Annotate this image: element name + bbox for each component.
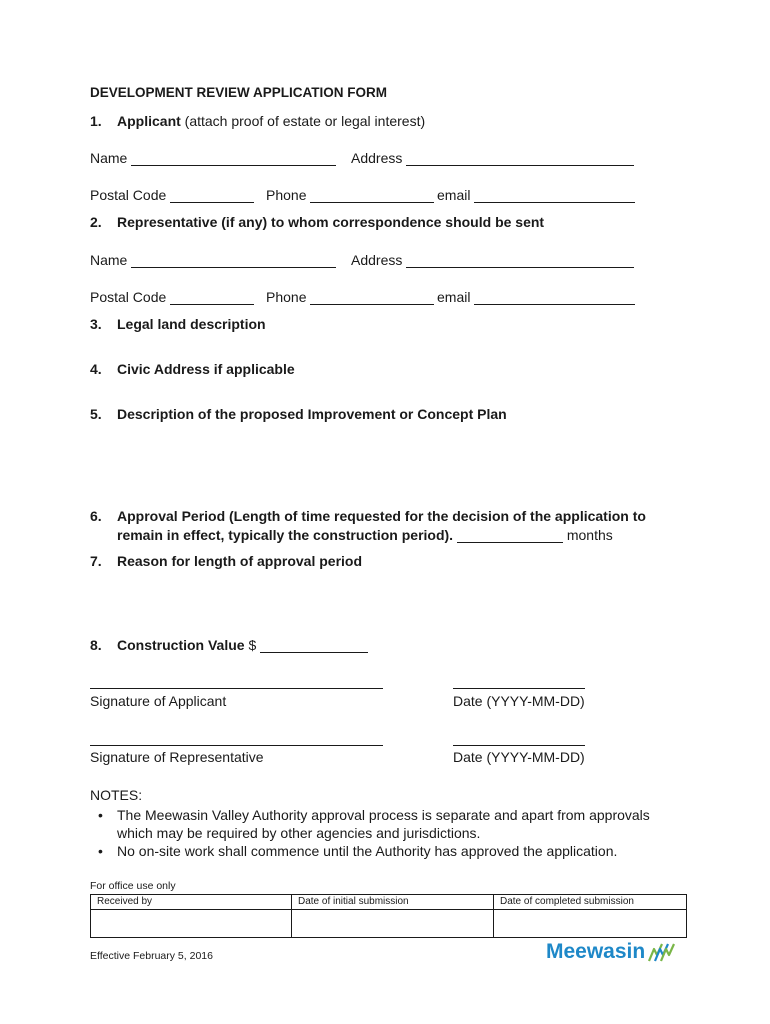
rep-email-field[interactable] <box>474 290 635 305</box>
section-2-number: 2. <box>90 214 102 230</box>
section-6-number: 6. <box>90 508 102 524</box>
section-7-number: 7. <box>90 553 102 569</box>
section-1-heading <box>90 113 425 129</box>
rep-email-row <box>437 289 635 305</box>
section-6-line-2-row <box>117 527 613 543</box>
note-item-1-line-2: which may be required by other agencies and jurisdictions. <box>117 825 481 841</box>
section-2-heading <box>90 214 544 230</box>
rep-phone-field[interactable] <box>310 290 434 305</box>
note-item-2 <box>90 842 650 860</box>
form-title: DEVELOPMENT REVIEW APPLICATION FORM <box>90 85 388 100</box>
rep-postal-label: Postal Code <box>90 289 167 305</box>
office-use-caption: For office use only <box>90 880 176 892</box>
rep-phone-label: Phone <box>266 289 307 305</box>
applicant-postal-row <box>90 187 254 203</box>
section-8-number: 8. <box>90 637 102 653</box>
applicant-phone-row <box>266 187 434 203</box>
applicant-postal-label: Postal Code <box>90 187 167 203</box>
construction-value-field[interactable] <box>260 638 368 653</box>
completed-submission-cell[interactable] <box>494 910 687 938</box>
rep-phone-row <box>266 289 434 305</box>
applicant-address-field[interactable] <box>406 151 634 166</box>
applicant-signature-label: Signature of Applicant <box>90 693 227 709</box>
rep-address-row <box>351 252 634 268</box>
note-item-1 <box>90 806 650 842</box>
received-by-cell[interactable] <box>91 910 292 938</box>
applicant-address-row <box>351 150 634 166</box>
section-4-number: 4. <box>90 361 102 377</box>
applicant-name-field[interactable] <box>131 151 336 166</box>
notes-list <box>90 806 650 860</box>
applicant-postal-field[interactable] <box>170 188 254 203</box>
rep-name-row <box>90 252 336 268</box>
rep-postal-field[interactable] <box>170 290 254 305</box>
applicant-email-field[interactable] <box>474 188 635 203</box>
office-table-header-row <box>91 895 687 910</box>
bullet-icon: • <box>98 843 103 859</box>
bullet-icon: • <box>98 807 103 823</box>
office-col-received-by: Received by <box>91 895 292 910</box>
rep-postal-row <box>90 289 254 305</box>
office-use-table <box>90 894 687 938</box>
rep-email-label: email <box>437 289 471 305</box>
section-2-title: Representative (if any) to whom correspondence should be sent <box>117 214 545 230</box>
rep-address-field[interactable] <box>406 253 634 268</box>
section-8-title: Construction Value <box>117 637 245 653</box>
initial-submission-cell[interactable] <box>292 910 494 938</box>
section-3-number: 3. <box>90 316 102 332</box>
rep-address-label: Address <box>351 252 403 268</box>
representative-signature-line[interactable] <box>90 745 383 746</box>
currency-symbol: $ <box>248 637 257 653</box>
section-4-heading <box>90 361 295 377</box>
section-7-heading <box>90 553 362 569</box>
section-1-title: Applicant <box>117 113 181 129</box>
note-item-2-text: No on-site work shall commence until the Authority has approved the application. <box>117 843 618 859</box>
note-item-1-line-1: The Meewasin Valley Authority approval process is separate and apart from approvals <box>117 807 650 823</box>
meewasin-logo <box>546 940 675 964</box>
section-3-heading <box>90 316 266 332</box>
section-1-subtitle: (attach proof of estate or legal interest) <box>184 113 426 129</box>
section-5-heading <box>90 406 507 422</box>
section-7-title: Reason for length of approval period <box>117 553 363 569</box>
approval-period-field[interactable] <box>457 528 563 543</box>
section-3-title: Legal land description <box>117 316 266 332</box>
applicant-name-label: Name <box>90 150 128 166</box>
applicant-phone-field[interactable] <box>310 188 434 203</box>
representative-signature-label: Signature of Representative <box>90 749 264 765</box>
office-col-completed-submission: Date of completed submission <box>494 895 687 910</box>
representative-date-label: Date (YYYY-MM-DD) <box>453 749 585 765</box>
section-1-number: 1. <box>90 113 102 129</box>
applicant-email-label: email <box>437 187 471 203</box>
section-6-line-1: Approval Period (Length of time requested for the decision of the application to <box>117 508 646 524</box>
logo-wordmark: Meewasin <box>546 940 646 963</box>
applicant-address-label: Address <box>351 150 403 166</box>
rep-name-field[interactable] <box>131 253 336 268</box>
applicant-signature-line[interactable] <box>90 688 383 689</box>
section-6-line-2: remain in effect, typically the construction period). <box>117 527 454 543</box>
applicant-name-row <box>90 150 336 166</box>
wave-icon <box>647 941 675 963</box>
months-label: months <box>566 527 613 543</box>
effective-date: Effective February 5, 2016 <box>90 950 213 962</box>
applicant-phone-label: Phone <box>266 187 307 203</box>
section-4-title: Civic Address if applicable <box>117 361 295 377</box>
rep-name-label: Name <box>90 252 128 268</box>
office-col-initial-submission: Date of initial submission <box>292 895 494 910</box>
section-5-number: 5. <box>90 406 102 422</box>
representative-date-line[interactable] <box>453 745 585 746</box>
section-8-heading <box>90 637 368 653</box>
notes-heading: NOTES: <box>90 787 143 803</box>
applicant-date-line[interactable] <box>453 688 585 689</box>
office-table-body-row <box>91 910 687 938</box>
section-6-heading <box>90 508 646 524</box>
applicant-date-label: Date (YYYY-MM-DD) <box>453 693 585 709</box>
applicant-email-row <box>437 187 635 203</box>
section-5-title: Description of the proposed Improvement or Concept Plan <box>117 406 507 422</box>
